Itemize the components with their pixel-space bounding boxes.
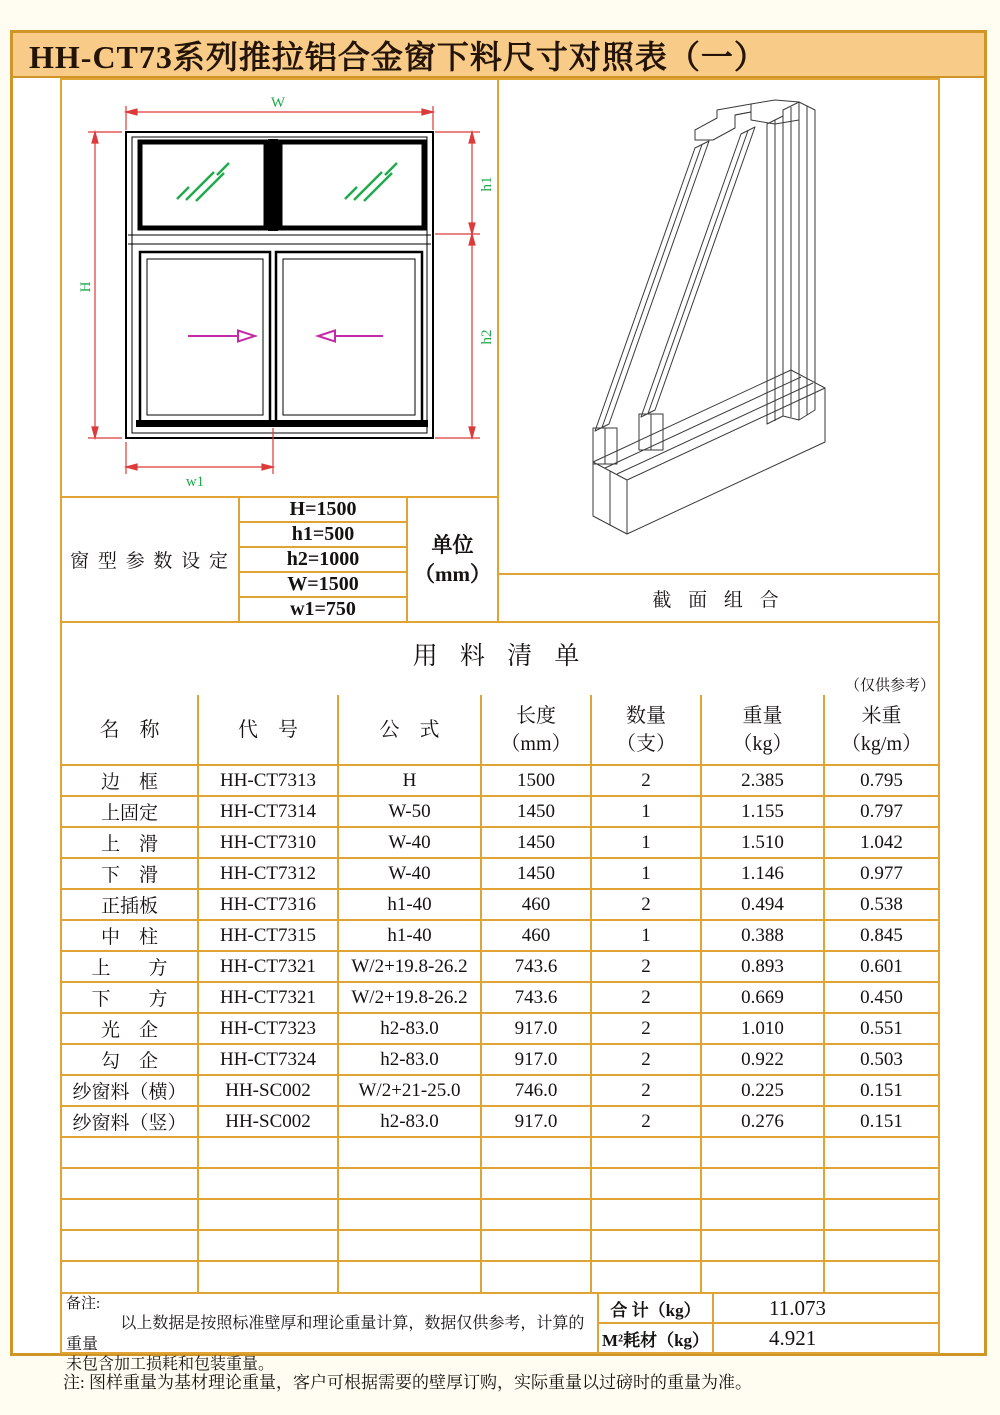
cell-weight: 0.225: [701, 1075, 824, 1106]
material-row: [62, 827, 938, 858]
empty-cell: [824, 1199, 938, 1230]
cell-code: HH-CT7321: [198, 982, 338, 1013]
empty-cell: [198, 1230, 338, 1261]
material-row: [62, 951, 938, 982]
material-row: [62, 1044, 938, 1075]
cell-weight: 0.893: [701, 951, 824, 982]
cell-name: 勾 企: [62, 1044, 198, 1075]
cell-code: HH-CT7315: [198, 920, 338, 951]
empty-cell: [591, 1230, 701, 1261]
cell-name: 上 方: [62, 951, 198, 982]
sqm-label: M²耗材（kg）: [599, 1324, 714, 1352]
empty-row: [62, 1261, 938, 1292]
empty-cell: [701, 1230, 824, 1261]
cell-name: 正插板: [62, 889, 198, 920]
header-qty-line1: 数量: [626, 704, 666, 727]
cell-code: HH-CT7313: [198, 765, 338, 796]
cell-name: 下 滑: [62, 858, 198, 889]
cell-formula: h2-83.0: [338, 1106, 481, 1137]
header-weight-line2: （kg）: [732, 732, 793, 755]
cell-length: 917.0: [481, 1013, 591, 1044]
cell-qty: 1: [591, 827, 701, 858]
total-label: 合 计（kg）: [599, 1294, 714, 1322]
cell-weight: 2.385: [701, 765, 824, 796]
empty-cell: [701, 1137, 824, 1168]
material-row: [62, 1075, 938, 1106]
header-length: [481, 695, 591, 765]
materials-header-row: [62, 695, 938, 765]
cell-mweight: 0.797: [824, 796, 938, 827]
empty-cell: [591, 1261, 701, 1292]
cell-length: 1450: [481, 858, 591, 889]
section-drawing-svg: [499, 80, 938, 571]
unit-cell: [408, 498, 497, 621]
header-mweight-line2: （kg/m）: [840, 732, 923, 755]
cell-name: 纱窗料（横）: [62, 1075, 198, 1106]
unit-label: 单位: [431, 533, 474, 558]
cell-mweight: 0.795: [824, 765, 938, 796]
slide-direction-arrows: [188, 331, 383, 342]
material-row: [62, 1013, 938, 1044]
glass-mark-icon: [177, 163, 397, 201]
cell-formula: h2-83.0: [338, 1013, 481, 1044]
material-row: [62, 889, 938, 920]
empty-cell: [701, 1199, 824, 1230]
empty-cell: [824, 1168, 938, 1199]
empty-cell: [198, 1168, 338, 1199]
dimension-label-w1: w1: [185, 474, 205, 490]
empty-cell: [481, 1199, 591, 1230]
section-panel: [497, 80, 938, 621]
material-row: [62, 1106, 938, 1137]
materials-body: [62, 765, 938, 1292]
cell-length: 1450: [481, 827, 591, 858]
empty-cell: [481, 1261, 591, 1292]
header-weight-line1: 重量: [742, 704, 783, 727]
cell-qty: 2: [591, 1013, 701, 1044]
cell-qty: 2: [591, 1106, 701, 1137]
cell-name: 纱窗料（竖）: [62, 1106, 198, 1137]
total-value: 11.073: [769, 1295, 826, 1320]
header-formula: 公 式: [338, 695, 481, 765]
cell-weight: 0.922: [701, 1044, 824, 1075]
material-row: [62, 765, 938, 796]
cell-name: 边 框: [62, 765, 198, 796]
material-row: [62, 858, 938, 889]
header-code: 代 号: [198, 695, 338, 765]
content-frame: [60, 78, 940, 1374]
cell-qty: 1: [591, 858, 701, 889]
empty-cell: [338, 1230, 481, 1261]
cell-code: HH-CT7310: [198, 827, 338, 858]
cell-formula: W-50: [338, 796, 481, 827]
param-H: H=1500: [240, 498, 406, 523]
empty-cell: [62, 1230, 198, 1261]
material-row: [62, 982, 938, 1013]
cell-qty: 1: [591, 796, 701, 827]
header-length-line2: （mm）: [500, 732, 572, 755]
empty-cell: [62, 1168, 198, 1199]
cell-name: 光 企: [62, 1013, 198, 1044]
cell-length: 1500: [481, 765, 591, 796]
cell-name: 上固定: [62, 796, 198, 827]
cell-mweight: 0.503: [824, 1044, 938, 1075]
cell-mweight: 0.601: [824, 951, 938, 982]
materials-table: [62, 695, 938, 1292]
cell-formula: H: [338, 765, 481, 796]
cell-code: HH-SC002: [198, 1106, 338, 1137]
materials-heading: [62, 623, 938, 695]
empty-row: [62, 1199, 938, 1230]
cell-qty: 2: [591, 889, 701, 920]
cell-mweight: 1.042: [824, 827, 938, 858]
dimension-label-h: H: [78, 281, 94, 293]
param-w1: w1=750: [290, 598, 356, 620]
empty-cell: [338, 1168, 481, 1199]
cell-qty: 2: [591, 982, 701, 1013]
remarks-line1: 以上数据是按照标准壁厚和理论重量计算，数据仅供参考，计算的重量: [66, 1315, 585, 1353]
cell-qty: 2: [591, 951, 701, 982]
params-values: [240, 498, 408, 621]
bottom-section: [62, 1292, 938, 1374]
cell-code: HH-CT7312: [198, 858, 338, 889]
header-weight: [701, 695, 824, 765]
cell-formula: W/2+21-25.0: [338, 1075, 481, 1106]
cell-qty: 2: [591, 1075, 701, 1106]
cell-weight: 1.146: [701, 858, 824, 889]
cell-qty: 2: [591, 765, 701, 796]
cell-weight: 0.276: [701, 1106, 824, 1137]
empty-cell: [198, 1261, 338, 1292]
cell-weight: 1.155: [701, 796, 824, 827]
empty-cell: [591, 1137, 701, 1168]
empty-cell: [701, 1261, 824, 1292]
empty-cell: [338, 1137, 481, 1168]
section-isometric-drawing: [499, 80, 938, 571]
empty-cell: [198, 1199, 338, 1230]
unit-value: （mm）: [414, 561, 491, 586]
empty-cell: [62, 1261, 198, 1292]
total-row: [599, 1294, 938, 1324]
empty-cell: [481, 1168, 591, 1199]
cell-code: HH-SC002: [198, 1075, 338, 1106]
sqm-row: [599, 1324, 938, 1352]
cell-name: 上 滑: [62, 827, 198, 858]
cell-formula: W/2+19.8-26.2: [338, 951, 481, 982]
material-row: [62, 920, 938, 951]
empty-cell: [591, 1199, 701, 1230]
empty-cell: [338, 1199, 481, 1230]
cell-length: 460: [481, 889, 591, 920]
header-name: 名 称: [62, 695, 198, 765]
cell-length: 746.0: [481, 1075, 591, 1106]
materials-title: 用 料 清 单: [412, 643, 588, 670]
totals-table: [599, 1294, 938, 1352]
cell-length: 460: [481, 920, 591, 951]
cell-mweight: 0.538: [824, 889, 938, 920]
cell-weight: 0.388: [701, 920, 824, 951]
header-qty-line2: （支）: [616, 732, 676, 755]
cell-code: HH-CT7316: [198, 889, 338, 920]
header-mweight-line1: 米重: [861, 704, 902, 727]
header-mweight: [824, 695, 938, 765]
cell-name: 下 方: [62, 982, 198, 1013]
cell-mweight: 0.151: [824, 1075, 938, 1106]
param-h2: h2=1000: [240, 548, 406, 573]
empty-row: [62, 1137, 938, 1168]
cell-code: HH-CT7323: [198, 1013, 338, 1044]
title-band: [13, 33, 984, 78]
cell-mweight: 0.450: [824, 982, 938, 1013]
cell-formula: h1-40: [338, 889, 481, 920]
window-params-table: [62, 496, 497, 621]
empty-cell: [701, 1168, 824, 1199]
footnote: 注: 图样重量为基材理论重量，客户可根据需要的壁厚订购，实际重量以过磅时的重量为准。: [63, 1373, 752, 1392]
cell-mweight: 0.151: [824, 1106, 938, 1137]
cell-length: 917.0: [481, 1106, 591, 1137]
remarks-block: [62, 1294, 599, 1374]
cell-weight: 0.669: [701, 982, 824, 1013]
cell-code: HH-CT7321: [198, 951, 338, 982]
cell-formula: W/2+19.8-26.2: [338, 982, 481, 1013]
cell-length: 743.6: [481, 982, 591, 1013]
cell-qty: 2: [591, 1044, 701, 1075]
remarks-label: 备注:: [66, 1296, 101, 1312]
cell-code: HH-CT7324: [198, 1044, 338, 1075]
cell-length: 917.0: [481, 1044, 591, 1075]
empty-row: [62, 1230, 938, 1261]
cell-formula: h2-83.0: [338, 1044, 481, 1075]
cell-formula: h1-40: [338, 920, 481, 951]
cell-formula: W-40: [338, 827, 481, 858]
empty-cell: [62, 1137, 198, 1168]
empty-cell: [481, 1230, 591, 1261]
header-length-line1: 长度: [516, 704, 556, 727]
cell-weight: 1.010: [701, 1013, 824, 1044]
cell-formula: W-40: [338, 858, 481, 889]
section-caption: 截 面 组 合: [499, 573, 938, 621]
sqm-value: 4.921: [769, 1325, 817, 1350]
cell-qty: 1: [591, 920, 701, 951]
cell-mweight: 0.551: [824, 1013, 938, 1044]
page-title: HH-CT73系列推拉铝合金窗下料尺寸对照表（一）: [29, 38, 767, 75]
cell-weight: 1.510: [701, 827, 824, 858]
dimension-label-h2: h2: [479, 329, 495, 345]
sheet-frame: [10, 30, 987, 1374]
material-row: [62, 796, 938, 827]
cell-length: 1450: [481, 796, 591, 827]
empty-cell: [824, 1137, 938, 1168]
header-qty: [591, 695, 701, 765]
window-diagram-panel: [62, 80, 497, 621]
window-diagram-svg: [62, 80, 497, 496]
cell-name: 中 柱: [62, 920, 198, 951]
param-W: W=1500: [240, 573, 406, 598]
cell-weight: 0.494: [701, 889, 824, 920]
param-h1: h1=500: [240, 523, 406, 548]
empty-cell: [62, 1199, 198, 1230]
empty-cell: [591, 1168, 701, 1199]
empty-cell: [338, 1261, 481, 1292]
dimension-label-w: W: [270, 95, 286, 111]
cell-mweight: 0.845: [824, 920, 938, 951]
cell-code: HH-CT7314: [198, 796, 338, 827]
empty-cell: [481, 1137, 591, 1168]
remarks-line2: 未包含加工损耗和包装重量。: [66, 1356, 275, 1374]
empty-cell: [198, 1137, 338, 1168]
cell-mweight: 0.977: [824, 858, 938, 889]
empty-cell: [824, 1230, 938, 1261]
cell-length: 743.6: [481, 951, 591, 982]
window-elevation-diagram: [62, 80, 497, 496]
params-setting-label: 窗 型 参 数 设 定: [62, 498, 240, 621]
top-panels: [62, 80, 938, 623]
empty-cell: [824, 1261, 938, 1292]
dimension-label-h1: h1: [479, 176, 495, 192]
reference-note: （仅供参考）: [844, 678, 935, 694]
empty-row: [62, 1168, 938, 1199]
